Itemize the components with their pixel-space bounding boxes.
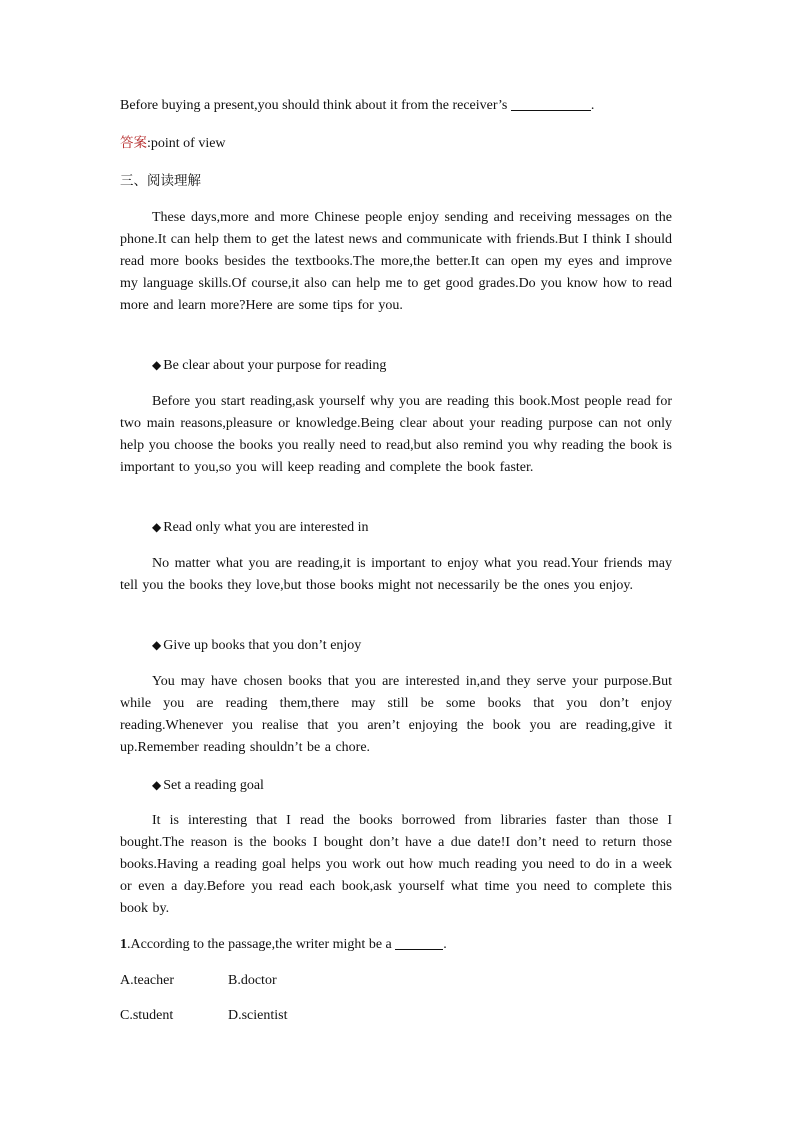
answer-line (120, 132, 680, 155)
subheading-interest (152, 516, 369, 539)
option-b: B.doctor (228, 973, 277, 988)
subheading-give-up (152, 634, 361, 657)
diamond-bullet-icon: ◆ (152, 778, 162, 792)
answer-label: 答案 (120, 135, 147, 151)
paragraph-give-up: You may have chosen books that you are interested in,and they serve your purpose.But while you are reading them,there may still be some books that you don’t enjoy reading.Whenever you realise that you aren’t enjoying the book you are reading,give it up.Remember reading shouldn’t be a chore. (120, 674, 672, 755)
paragraph-interest: No matter what you are reading,it is important to enjoy what you read.Your friends may tell you the books they love,but those books might not necessarily be the ones you enjoy. (120, 556, 672, 593)
question-number: 1 (120, 937, 127, 952)
subheading-text: Give up books that you don’t enjoy (163, 638, 362, 653)
option-c: C.student (120, 1008, 174, 1023)
diamond-bullet-icon: ◆ (152, 520, 162, 534)
subheading-goal (152, 774, 264, 797)
question-period: . (443, 937, 447, 952)
section-heading: 三、阅读理解 (120, 173, 201, 189)
paragraph-purpose: Before you start reading,ask yourself why you are reading this book.Most people read for two main reasons,pleasure or knowledge.Being clear about your reading purpose can not only help you choose the books you really need to read,but also remind you why reading the book is important to you,so you will keep reading and complete the book faster. (120, 394, 672, 475)
diamond-bullet-icon: ◆ (152, 358, 162, 372)
passage-intro: These days,more and more Chinese people enjoy sending and receiving messages on the phone.It can help them to get the latest news and communicate with friends.But I think I should read more books besides the textbooks.The more,the better.It can open my eyes and improve my language skills.Of course,it also can help me to get good grades.Do you know how to read more and learn more?Here are some tips for you. (120, 210, 672, 313)
option-d: D.scientist (228, 1008, 288, 1023)
paragraph-goal: It is interesting that I read the books borrowed from libraries faster than those I bought.The reason is the books I bought don’t have a due date!I don’t need to return those books.Having a reading goal helps you work out how much reading you need to do in a week or even a day.Before you read each book,ask yourself what time you need to complete this book by. (120, 813, 672, 916)
fill-blank-text: Before buying a present,you should think about it from the receiver’s (120, 98, 508, 113)
subheading-text: Be clear about your purpose for reading (163, 358, 387, 373)
option-a: A.teacher (120, 973, 175, 988)
question-stem: .According to the passage,the writer might be a (127, 937, 392, 952)
answer-value: :point of view (147, 136, 226, 151)
subheading-text: Set a reading goal (163, 778, 264, 793)
fill-blank-question (120, 95, 680, 117)
question-1 (120, 934, 680, 956)
fill-blank-period: . (590, 98, 595, 113)
diamond-bullet-icon: ◆ (152, 638, 162, 652)
answer-blank (395, 935, 443, 950)
subheading-text: Read only what you are interested in (163, 520, 369, 535)
subheading-purpose (152, 354, 386, 377)
answer-blank (511, 96, 591, 111)
